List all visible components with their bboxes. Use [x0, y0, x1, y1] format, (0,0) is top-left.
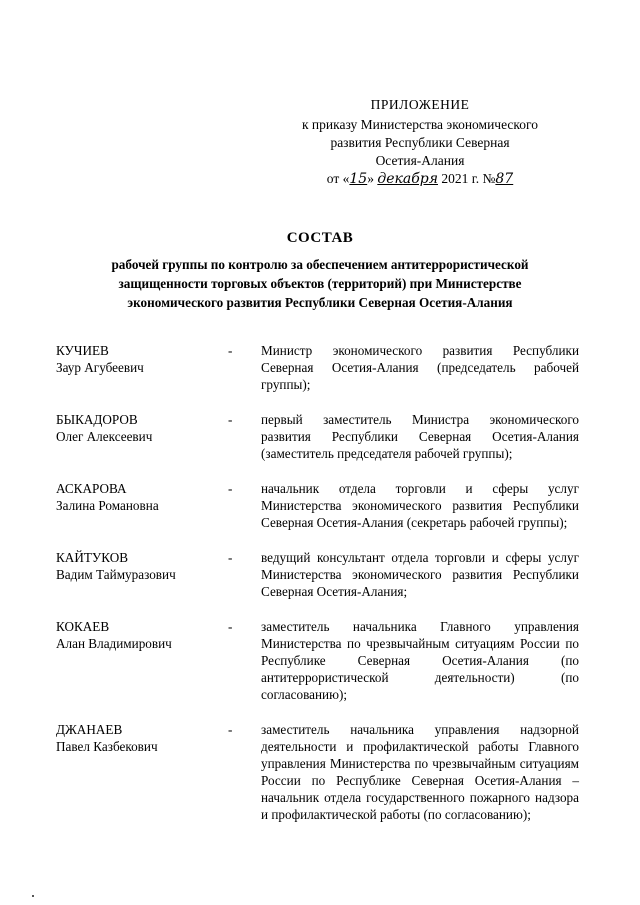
member-role: ведущий консультант отдела торговли и сферы услуг Министерства экономического развития Республики Северная Осетия-Алания;: [261, 550, 579, 599]
date-sep: »: [367, 171, 374, 186]
member-given-name: Заур Агубеевич: [56, 360, 144, 375]
subtitle-line-3: экономического развития Республики Северная Осетия-Алания: [127, 295, 513, 310]
member-name: [56, 411, 226, 445]
member-given-name: Олег Алексеевич: [56, 429, 153, 444]
annex-line-1: к приказу Министерства экономического: [301, 117, 538, 132]
document-heading: [40, 230, 600, 312]
member-role: заместитель начальника управления надзорной деятельности и профилактической работы Главного управления Министерства по чрезвычайным ситуациям России по Республике Северная Осетия-Алания – начальник отдела государственного пожарного надзора и профилактической работы (по согласованию);: [261, 722, 579, 822]
order-number-handwritten: 87: [495, 171, 514, 187]
subtitle-line-2: защищенности торговых объектов (территорий) при Министерстве: [118, 276, 522, 291]
member-surname: КУЧИЕВ: [56, 343, 109, 358]
member-entry: [56, 411, 586, 462]
subtitle-line-1: рабочей группы по контролю за обеспечением антитеррористической: [111, 257, 529, 272]
document-title: СОСТАВ: [286, 230, 354, 246]
member-entry: [56, 618, 586, 703]
member-dash: -: [228, 619, 233, 634]
member-dash: -: [228, 343, 233, 358]
member-role: Министр экономического развития Республики Северная Осетия-Алания (председатель рабочей группы);: [261, 343, 579, 392]
member-name: [56, 480, 226, 514]
member-given-name: Алан Владимирович: [56, 636, 172, 651]
member-name: [56, 618, 226, 652]
member-name: [56, 721, 226, 755]
member-dash: -: [228, 722, 233, 737]
member-name: [56, 342, 226, 376]
annex-line-3: Осетия-Алания: [375, 153, 465, 168]
annex-line-2: развития Республики Северная: [330, 135, 510, 150]
member-role: первый заместитель Министра экономического развития Республики Северная Осетия-Алания (заместитель председателя рабочей группы);: [261, 412, 579, 461]
member-entry: [56, 721, 586, 823]
member-entry: [56, 480, 586, 531]
member-surname: БЫКАДОРОВ: [56, 412, 138, 427]
annex-block: [280, 96, 560, 188]
member-given-name: Вадим Таймуразович: [56, 567, 176, 582]
member-surname: АСКАРОВА: [56, 481, 127, 496]
member-entry: [56, 549, 586, 600]
member-role: начальник отдела торговли и сферы услуг Министерства экономического развития Республики Северная Осетия-Алания (секретарь рабочей группы);: [261, 481, 579, 530]
member-dash: -: [228, 550, 233, 565]
member-name: [56, 549, 226, 583]
date-year: 2021 г. №: [441, 171, 496, 186]
date-month-handwritten: декабря: [377, 171, 438, 187]
member-surname: КОКАЕВ: [56, 619, 110, 634]
members-list: [56, 342, 586, 823]
member-given-name: Павел Казбекович: [56, 739, 158, 754]
date-day-handwritten: 15: [349, 171, 368, 187]
scan-speck: [32, 895, 34, 897]
member-role: заместитель начальника Главного управления Министерства по чрезвычайным ситуациям России по Республике Северная Осетия-Алания (по антитеррористической деятельности) (по согласованию);: [261, 619, 579, 702]
member-entry: [56, 342, 586, 393]
member-surname: КАЙТУКОВ: [56, 550, 129, 565]
member-dash: -: [228, 481, 233, 496]
member-given-name: Залина Романовна: [56, 498, 159, 513]
annex-title: ПРИЛОЖЕНИЕ: [370, 97, 470, 112]
date-prefix: от «: [326, 171, 350, 186]
annex-date-line: [280, 170, 560, 188]
member-surname: ДЖАНАЕВ: [56, 722, 123, 737]
member-dash: -: [228, 412, 233, 427]
